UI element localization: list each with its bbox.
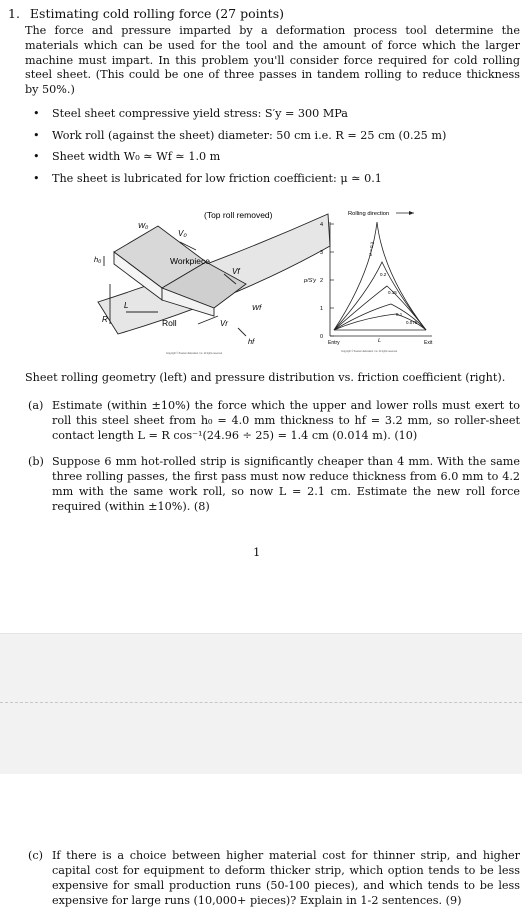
y-tick-0: 0	[320, 334, 324, 340]
y-tick-4: 4	[320, 222, 324, 228]
left-credit: Copyright © Pearson Education, Inc. All rights reserved.	[166, 353, 223, 355]
bullet-friction: • The sheet is lubricated for low friction coefficient: μ ≃ 0.1	[33, 168, 513, 190]
v0-label: V₀	[178, 229, 187, 238]
question-number: 1.	[8, 6, 20, 21]
intro-paragraph: The force and pressure imparted by a deformation process tool determine the materials which can be used for the tool and the amount of force which the larger machine must impart. In this problem you'll consider force required for cold rolling steel sheet. (This could be one of three passes in tandem rolling to reduce thickness by 50%.)	[25, 24, 520, 97]
curve-label-0-15-top: 0.15	[388, 290, 397, 295]
vr-arrow	[198, 316, 218, 324]
y-tick-1: 1	[320, 306, 324, 312]
rolling-figure	[96, 204, 436, 354]
part-a-label: (a)	[28, 399, 44, 412]
x-exit-label: Exit	[424, 340, 433, 346]
figure-caption: Sheet rolling geometry (left) and pressure distribution vs. friction coefficient (right).	[25, 371, 506, 384]
part-b-label: (b)	[28, 455, 44, 468]
part-b	[28, 454, 520, 514]
bullet-sheet-width: • Sheet width W₀ ≃ Wf ≃ 1.0 m	[33, 146, 513, 168]
vr-label: Vr	[220, 319, 228, 328]
part-c-label: (c)	[28, 849, 43, 862]
question-title: Estimating cold rolling force (27 points)	[29, 6, 284, 21]
curve-label-0-1: 0.1	[396, 312, 403, 317]
rolling-direction-arrowhead	[409, 211, 414, 215]
h0-label: h₀	[94, 255, 102, 264]
rolling-direction-label: Rolling direction	[348, 211, 390, 217]
length-label: L	[124, 301, 129, 310]
part-a-text: Estimate (within ±10%) the force which the upper and lower rolls must exert to roll this steel sheet from h₀ = 4.0 mm thickness to hf = 3.2 mm, so roller-sheet contact length L = R cos⁻¹(24.96 ÷ 25) = 1.4 cm (0.014 m). (10)	[52, 399, 520, 442]
roll-label: Roll	[162, 318, 177, 328]
part-a	[28, 398, 520, 443]
hf-dimension	[238, 328, 246, 336]
bullet-yield-stress: • Steel sheet compressive yield stress: S′y = 300 MPa	[33, 103, 513, 125]
curve-label-0-2: 0.2	[380, 272, 387, 277]
curve-label-0-075: 0.075	[406, 320, 418, 325]
given-values-list	[33, 103, 513, 189]
workpiece-label: Workpiece	[170, 256, 210, 266]
y-ticks	[330, 224, 334, 336]
part-b-text: Suppose 6 mm hot-rolled strip is significantly cheaper than 4 mm. With the same three rolling passes, the first pass must now reduce thickness from 6.0 mm to 4.2 mm with the same work roll, so now L = 2.1 cm. Estimate the new roll force required (within ±10%). (8)	[52, 455, 520, 513]
page-gap	[0, 633, 522, 774]
y-tick-3: 3	[320, 250, 324, 256]
right-credit: Copyright © Pearson Education, Inc. All rights reserved.	[341, 351, 398, 353]
wf-label: Wf	[252, 303, 262, 312]
page-break-line	[0, 702, 522, 703]
w0-label: W₀	[138, 221, 149, 230]
top-roll-removed-label: (Top roll removed)	[204, 210, 273, 220]
page-number: 1	[253, 545, 261, 559]
x-entry-label: Entry	[328, 340, 340, 346]
curve-label-0-3: μ = 0.3	[367, 241, 376, 257]
vf-label: Vf	[232, 267, 240, 276]
radius-label: R	[102, 315, 108, 324]
y-axis-label: p/S′y	[304, 278, 317, 284]
part-c-text: If there is a choice between higher material cost for thinner strip, and higher capital cost for equipment to deform thicker strip, which option tends to be less expensive for small production runs (50-100 pieces), and which tends to be less expensive for large runs (10,000+ pieces)? Explain in 1-2 sentences. (9)	[52, 849, 520, 907]
bullet-roll-diameter: • Work roll (against the sheet) diameter: 50 cm i.e. R = 25 cm (0.25 m)	[33, 125, 513, 147]
hf-label: hf	[248, 337, 255, 346]
rolling-geometry-diagram	[94, 210, 330, 355]
question-heading	[8, 6, 284, 22]
part-c	[28, 848, 520, 908]
x-l-label: L	[378, 338, 382, 344]
y-tick-2: 2	[320, 278, 324, 284]
